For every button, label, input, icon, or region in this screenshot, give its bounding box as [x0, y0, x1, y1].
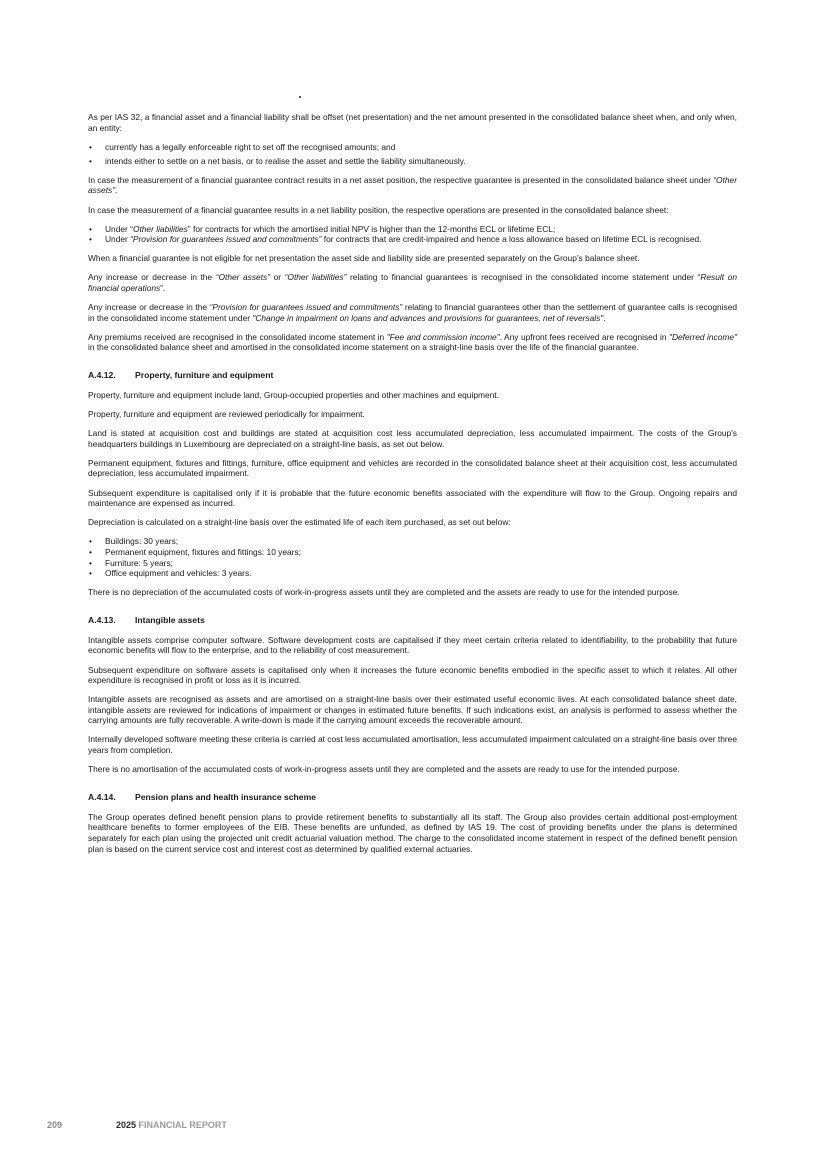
liability-list — [88, 224, 737, 245]
paragraph: Internally developed software meeting these criteria is carried at cost less accumulated amortisation, less accumulated impairment calculated on a straight-line basis over three years from completion. — [88, 734, 737, 756]
paragraph: Intangible assets are recognised as assets and are amortised on a straight-line basis over their estimated useful economic lives. At each consolidated balance sheet date, intangible assets are reviewed for indications of impairment or changes in estimated future benefits. If such indications exist, an analysis is performed to assess whether the carrying amounts are fully recoverable. A write-down is made if the carrying amount exceeds the recoverable amount. — [88, 694, 737, 726]
depreciation-list — [88, 536, 737, 578]
paragraph: Subsequent expenditure is capitalised only if it is probable that the future economic benefits associated with the expenditure will flow to the Group. Ongoing repairs and maintenance are expensed as incurred. — [88, 487, 737, 509]
paragraph: Land is stated at acquisition cost and buildings are stated at acquisition cost less accumulated depreciation, less accumulated impairment. The costs of the Group's headquarters buildings in Luxembourg are depreciated on a straight-line basis, as set out below. — [88, 428, 737, 449]
text-run: In case the measurement of a financial guarantee contract results in a net asset position, the respective guarantee is presented in the consolidated balance sheet under — [88, 174, 714, 185]
section-title: Property, furniture and equipment — [135, 370, 274, 380]
text-run: . — [603, 312, 606, 323]
stray-dot — [299, 96, 301, 98]
italic-run: “Provision for guarantees issued and commitments” — [209, 302, 403, 313]
report-label — [116, 1120, 227, 1130]
italic-run: “Provision for guarantees issued and commitments” — [130, 234, 322, 245]
list-item — [88, 234, 737, 245]
paragraph: Permanent equipment, fixtures and fittings, furniture, office equipment and vehicles are recorded in the consolidated balance sheet at their acquisition cost, less accumulated depreciation, less accumulated impairment. — [88, 457, 737, 479]
section-number: A.4.12. — [88, 370, 116, 380]
italic-run: “Other assets” — [88, 174, 737, 196]
italic-run: Result on financial operations — [88, 272, 737, 294]
paragraph: Subsequent expenditure on software assets is capitalised only when it increases the future economic benefits embodied in the specific asset to which it relates. All other expenditure is recognised in profit or loss as it is incurred. — [88, 664, 737, 686]
text-run: Under “ — [105, 223, 133, 234]
text-run: ”. — [160, 283, 166, 294]
italic-run: "Deferred income" — [668, 331, 737, 342]
not-eligible-paragraph: When a financial guarantee is not eligible for net presentation the asset side and liability side are presented separately on the Group’s balance sheet. — [88, 253, 640, 264]
text-run: ” for contracts for which the amortised initial NPV is higher than the 12-months ECL or lifetime ECL; — [187, 223, 556, 234]
text-run: for contracts that are credit-impaired and hence a loss allowance based on lifetime ECL is recognised. — [321, 234, 702, 245]
list-item: • Office equipment and vehicles: 3 years. — [88, 568, 737, 579]
section-heading-ppe — [88, 370, 737, 381]
premiums-paragraph — [88, 332, 737, 353]
list-item: • intends either to settle on a net basis, or to realise the asset and settle the liability simultaneously. — [88, 156, 737, 167]
text-run: relating to financial guarantees is recognised in the consolidated income statement under “ — [346, 272, 701, 283]
section-number: A.4.14. — [88, 791, 116, 802]
paragraph: There is no depreciation of the accumulated costs of work-in-progress assets until they are completed and the assets are ready to use for the intended purpose. — [88, 587, 680, 598]
list-item: • currently has a legally enforceable right to set off the recognised amounts; and — [88, 142, 737, 153]
italic-run: “Other assets” — [215, 272, 271, 283]
italic-run: "Change in impairment on loans and advances and provisions for guarantees, net of reversals" — [252, 312, 604, 323]
text-run: Any increase or decrease in the — [88, 302, 210, 313]
italic-run: Other liabilities — [132, 223, 188, 234]
paragraph: Property, furniture and equipment are reviewed periodically for impairment. — [88, 409, 365, 420]
provision-change-paragraph — [88, 302, 737, 323]
section-heading-pension — [88, 792, 737, 803]
text-run: relating to financial guarantees other than the settlement of guarantee calls is recognised in the consolidated income statement under — [88, 302, 738, 323]
net-asset-paragraph — [88, 175, 737, 196]
text-run: Any premiums received are recognised in the consolidated income statement in — [88, 331, 387, 342]
section-heading-intangible — [88, 615, 737, 626]
report-title: FINANCIAL REPORT — [138, 1120, 227, 1130]
text-run: or — [270, 272, 285, 283]
italic-run: “Other liabilities” — [284, 272, 347, 283]
report-year: 2025 — [116, 1120, 137, 1130]
paragraph: There is no amortisation of the accumulated costs of work-in-progress assets until they are completed and the assets are ready to use for the intended purpose. — [88, 764, 680, 775]
list-item — [88, 224, 737, 235]
increase-decrease-paragraph — [88, 272, 737, 293]
text-run: . Any upfront fees received are recognised in — [499, 331, 669, 342]
section-title: Pension plans and health insurance scheme — [135, 791, 317, 802]
italic-run: "Fee and commission income" — [386, 331, 500, 342]
section-title: Intangible assets — [135, 614, 205, 625]
text-run: . — [115, 185, 118, 196]
list-item: • Furniture: 5 years; — [88, 558, 737, 569]
paragraph: Property, furniture and equipment include land, Group-occupied properties and other machines and equipment. — [88, 390, 499, 400]
offset-conditions-list — [88, 142, 737, 167]
list-item: • Buildings: 30 years; — [88, 536, 737, 547]
paragraph: Intangible assets comprise computer software. Software development costs are capitalised if they meet certain criteria related to identifiability, to the probability that future economic benefits will flow to the enterprise, and to the reliability of cost measurement. — [88, 634, 737, 656]
text-run: Any increase or decrease in the — [88, 272, 216, 283]
paragraph: The Group operates defined benefit pension plans to provide retirement benefits to substantially all its staff. The Group also provides certain additional post-employment healthcare benefits to former employees of the EIB. These benefits are unfunded, as defined by IAS 19. The cost of providing benefits under the plans is determined separately for each plan using the projected unit credit actuarial valuation method. The charge to the consolidated income statement in respect of the defined benefit pension plan is based on the current service cost and interest cost as determined by qualified external actuaries. — [88, 811, 737, 854]
text-run: in the consolidated balance sheet and amortised in the consolidated income statement on a straight-line basis over the life of the financial guarantee. — [88, 342, 639, 353]
section-number: A.4.13. — [88, 614, 116, 625]
net-liability-paragraph: In case the measurement of a financial guarantee results in a net liability position, the respective operations are presented in the consolidated balance sheet: — [88, 204, 669, 215]
page-number: 209 — [47, 1120, 63, 1130]
page-body — [88, 112, 737, 863]
page-footer — [47, 1120, 227, 1130]
paragraph: Depreciation is calculated on a straight-line basis over the estimated life of each item purchased, as set out below: — [88, 517, 511, 528]
text-run: Under — [105, 234, 131, 245]
offset-intro: As per IAS 32, a financial asset and a financial liability shall be offset (net presentation) and the net amount presented in the consolidated balance sheet when, and only when, an entity: — [88, 112, 737, 133]
list-item: • Permanent equipment, fixtures and fittings: 10 years; — [88, 547, 737, 558]
